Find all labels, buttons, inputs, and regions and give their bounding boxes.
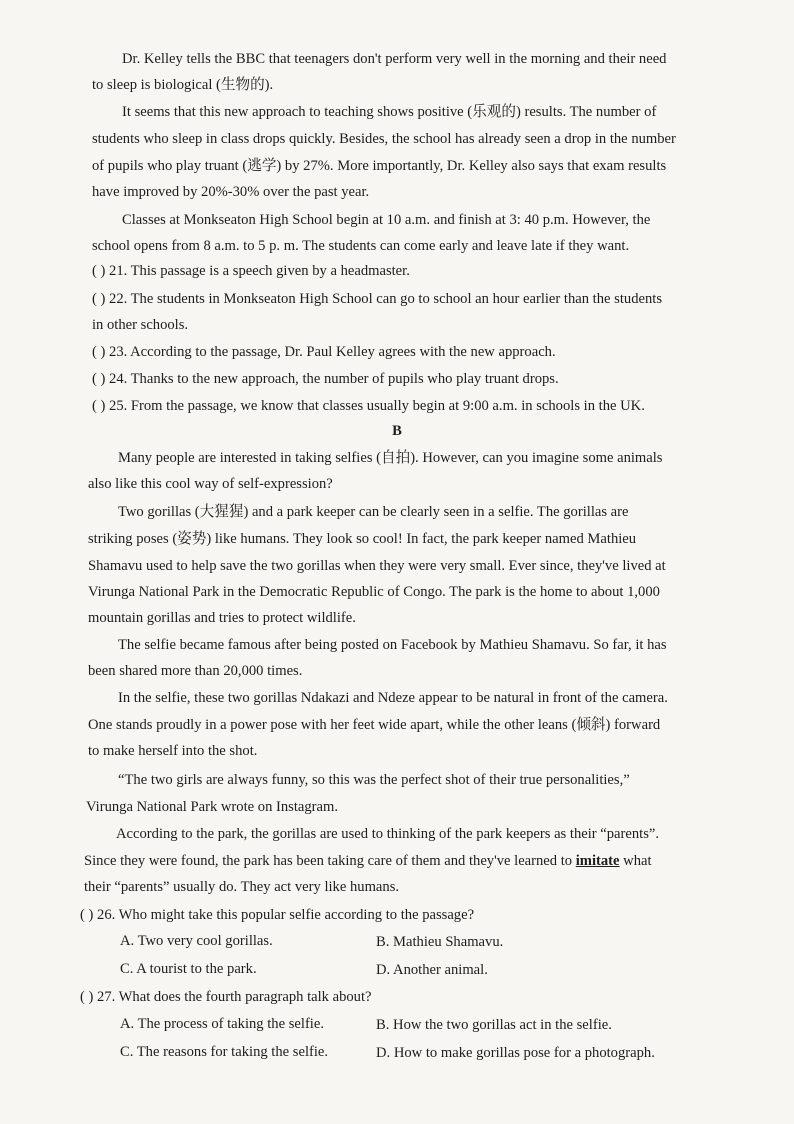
passage-a-para3-line2: school opens from 8 a.m. to 5 p. m. The students can come early and leave late if they want. bbox=[92, 238, 630, 254]
question-27-option-a: A. The process of taking the selfie. bbox=[120, 1016, 324, 1032]
passage-a-para2-line2: students who sleep in class drops quickly. Besides, the school has already seen a drop in the number bbox=[92, 131, 676, 147]
question-22-cont: in other schools. bbox=[92, 317, 189, 333]
question-27-option-c: C. The reasons for taking the selfie. bbox=[120, 1044, 329, 1060]
question-27-stem: ( ) 27. What does the fourth paragraph talk about? bbox=[80, 989, 372, 1005]
b-para2-line2: striking poses (姿势) like humans. They look so cool! In fact, the park keeper named Mathieu bbox=[88, 531, 637, 547]
passage-a-para1-line2: to sleep is biological (生物的). bbox=[92, 77, 274, 93]
question-26-option-c: C. A tourist to the park. bbox=[120, 961, 257, 977]
question-21: ( ) 21. This passage is a speech given by a headmaster. bbox=[92, 263, 410, 279]
passage-a-para1-line1: Dr. Kelley tells the BBC that teenagers don't perform very well in the morning and their need bbox=[122, 51, 667, 67]
b-para6-line2-text: Since they were found, the park has been taking care of them and they've learned to bbox=[84, 853, 576, 869]
question-24: ( ) 24. Thanks to the new approach, the number of pupils who play truant drops. bbox=[92, 371, 559, 387]
b-para4-line3: to make herself into the shot. bbox=[88, 743, 258, 759]
question-26-option-a: A. Two very cool gorillas. bbox=[120, 933, 273, 949]
passage-a-para2-line3: of pupils who play truant (逃学) by 27%. More importantly, Dr. Kelley also says that exam results bbox=[92, 158, 667, 174]
b-para4-line1: In the selfie, these two gorillas Ndakazi and Ndeze appear to be natural in front of the camera. bbox=[118, 690, 668, 706]
passage-a-para3-line1: Classes at Monkseaton High School begin at 10 a.m. and finish at 3: 40 p.m. However, the bbox=[122, 212, 651, 228]
question-26-stem: ( ) 26. Who might take this popular selfie according to the passage? bbox=[80, 907, 475, 923]
b-para3-line2: been shared more than 20,000 times. bbox=[88, 663, 303, 679]
b-para5-line2: Virunga National Park wrote on Instagram. bbox=[86, 799, 339, 815]
b-para1-line2: also like this cool way of self-expression? bbox=[88, 476, 333, 492]
b-para1-line1: Many people are interested in taking selfies (自拍). However, can you imagine some animals bbox=[118, 450, 663, 466]
b-para2-line3: Shamavu used to help save the two gorillas when they were very small. Ever since, they've lived at bbox=[88, 558, 666, 574]
b-para2-line5: mountain gorillas and tries to protect wildlife. bbox=[88, 610, 356, 626]
section-b-label: B bbox=[392, 423, 402, 439]
question-26-option-b: B. Mathieu Shamavu. bbox=[376, 934, 504, 950]
b-para5-line1: “The two girls are always funny, so this was the perfect shot of their true personalities,” bbox=[118, 772, 630, 788]
b-para6-line3: their “parents” usually do. They act very like humans. bbox=[84, 879, 400, 895]
passage-a-para2-line1: It seems that this new approach to teaching shows positive (乐观的) results. The number of bbox=[122, 104, 657, 120]
b-para3-line1: The selfie became famous after being posted on Facebook by Mathieu Shamavu. So far, it has bbox=[118, 637, 667, 653]
b-para6-line2 bbox=[84, 851, 652, 871]
b-para6-line2-tail: what bbox=[619, 853, 652, 869]
question-22: ( ) 22. The students in Monkseaton High School can go to school an hour earlier than the students bbox=[92, 291, 662, 307]
question-27-option-b: B. How the two gorillas act in the selfie. bbox=[376, 1017, 612, 1033]
question-25: ( ) 25. From the passage, we know that classes usually begin at 9:00 a.m. in schools in the UK. bbox=[92, 398, 645, 414]
b-para2-line1: Two gorillas (大猩猩) and a park keeper can be clearly seen in a selfie. The gorillas are bbox=[118, 504, 629, 520]
b-para2-line4: Virunga National Park in the Democratic Republic of Congo. The park is the home to about 1,000 bbox=[88, 584, 660, 600]
question-26-option-d: D. Another animal. bbox=[376, 962, 488, 978]
question-27-option-d: D. How to make gorillas pose for a photograph. bbox=[376, 1045, 655, 1061]
b-para6-line1: According to the park, the gorillas are used to thinking of the park keepers as their “parents”. bbox=[116, 826, 660, 842]
question-23: ( ) 23. According to the passage, Dr. Paul Kelley agrees with the new approach. bbox=[92, 344, 556, 360]
passage-a-para2-line4: have improved by 20%-30% over the past year. bbox=[92, 184, 370, 200]
b-para4-line2: One stands proudly in a power pose with her feet wide apart, while the other leans (倾斜) forward bbox=[88, 717, 661, 733]
b-para6-underlined-word: imitate bbox=[575, 853, 620, 869]
